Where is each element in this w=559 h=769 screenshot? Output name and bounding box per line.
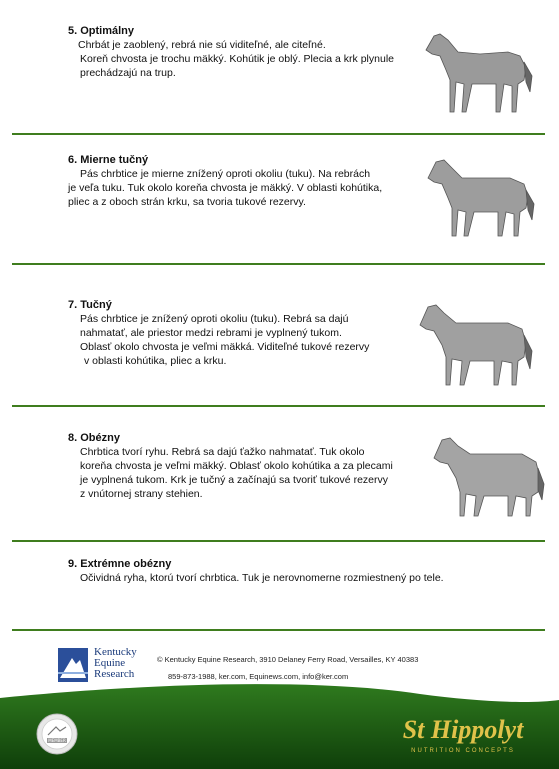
badge-member-text: MEMBER bbox=[48, 738, 66, 743]
section-6-line-2: je veľa tuku. Tuk okolo koreňa chvosta je mäkký. V oblasti kohútika, bbox=[68, 182, 383, 194]
footer-copyright: © Kentucky Equine Research, 3910 Delaney Ferry Road, Versailles, KY 40383 bbox=[157, 655, 419, 664]
section-6-title: 6. Mierne tučný bbox=[68, 154, 149, 166]
member-badge-icon bbox=[36, 713, 78, 755]
footer-contact: 859-873-1988, ker.com, Equinews.com, info@ker.com bbox=[168, 672, 349, 681]
section-9-title: 9. Extrémne obézny bbox=[68, 558, 172, 570]
horse-illustration-7 bbox=[414, 295, 538, 390]
section-6-line-1: Pás chrbtice je mierne znížený oproti okoliu (tuku). Na rebrách bbox=[80, 168, 371, 180]
divider-2 bbox=[12, 263, 545, 265]
section-5-line-1: Chrbát je zaoblený, rebrá nie sú viditeľné, ale citeľné. bbox=[78, 39, 326, 51]
horse-illustration-8 bbox=[428, 428, 548, 520]
section-7-line-1: Pás chrbtice je znížený oproti okoliu (tuku). Rebrá sa dajú bbox=[80, 313, 349, 325]
section-5-line-2: Koreň chvosta je trochu mäkký. Kohútik je oblý. Plecia a krk plynule bbox=[80, 53, 394, 65]
horse-illustration-5 bbox=[420, 22, 538, 120]
section-8-line-2: koreňa chvosta je veľmi mäkký. Oblasť okolo kohútika a za plecami bbox=[80, 460, 393, 472]
section-8-title: 8. Obézny bbox=[68, 432, 120, 444]
divider-5 bbox=[12, 629, 545, 631]
section-9-line-1: Očividná ryha, ktorú tvorí chrbtica. Tuk je nerovnomerne rozmiestnený po tele. bbox=[80, 572, 444, 584]
section-8-line-3: je vyplnená tukom. Krk je tučný a začínajú sa tvoriť tukové rezervy bbox=[80, 474, 388, 486]
ker-logo-word-1: Kentucky bbox=[94, 646, 137, 658]
brand-logo-text: St Hippolyt bbox=[402, 715, 524, 744]
section-7-line-4: v oblasti kohútika, pliec a krku. bbox=[84, 355, 227, 367]
section-5-line-3: prechádzajú na trup. bbox=[80, 67, 176, 79]
section-8-line-4: z vnútornej strany stehien. bbox=[80, 488, 203, 500]
ker-logo-word-2: Equine bbox=[94, 657, 126, 669]
divider-4 bbox=[12, 540, 545, 542]
section-5-title: 5. Optimálny bbox=[68, 25, 135, 37]
ker-logo-word-3: Research bbox=[94, 668, 135, 680]
section-7-line-3: Oblasť okolo chvosta je veľmi mäkká. Viditeľné tukové rezervy bbox=[80, 341, 370, 353]
horse-illustration-6 bbox=[422, 148, 540, 243]
section-7-title: 7. Tučný bbox=[68, 299, 112, 311]
section-8-line-1: Chrbtica tvorí ryhu. Rebrá sa dajú ťažko nahmatať. Tuk okolo bbox=[80, 446, 365, 458]
divider-1 bbox=[12, 133, 545, 135]
section-7-line-2: nahmatať, ale priestor medzi rebrami je vyplnený tukom. bbox=[80, 327, 342, 339]
brand-tagline-text: NUTRITION CONCEPTS bbox=[411, 748, 515, 754]
divider-3 bbox=[12, 405, 545, 407]
section-6-line-3: pliec a z oboch strán krku, sa tvoria tukové rezervy. bbox=[68, 196, 306, 208]
st-hippolyt-logo bbox=[393, 706, 533, 761]
